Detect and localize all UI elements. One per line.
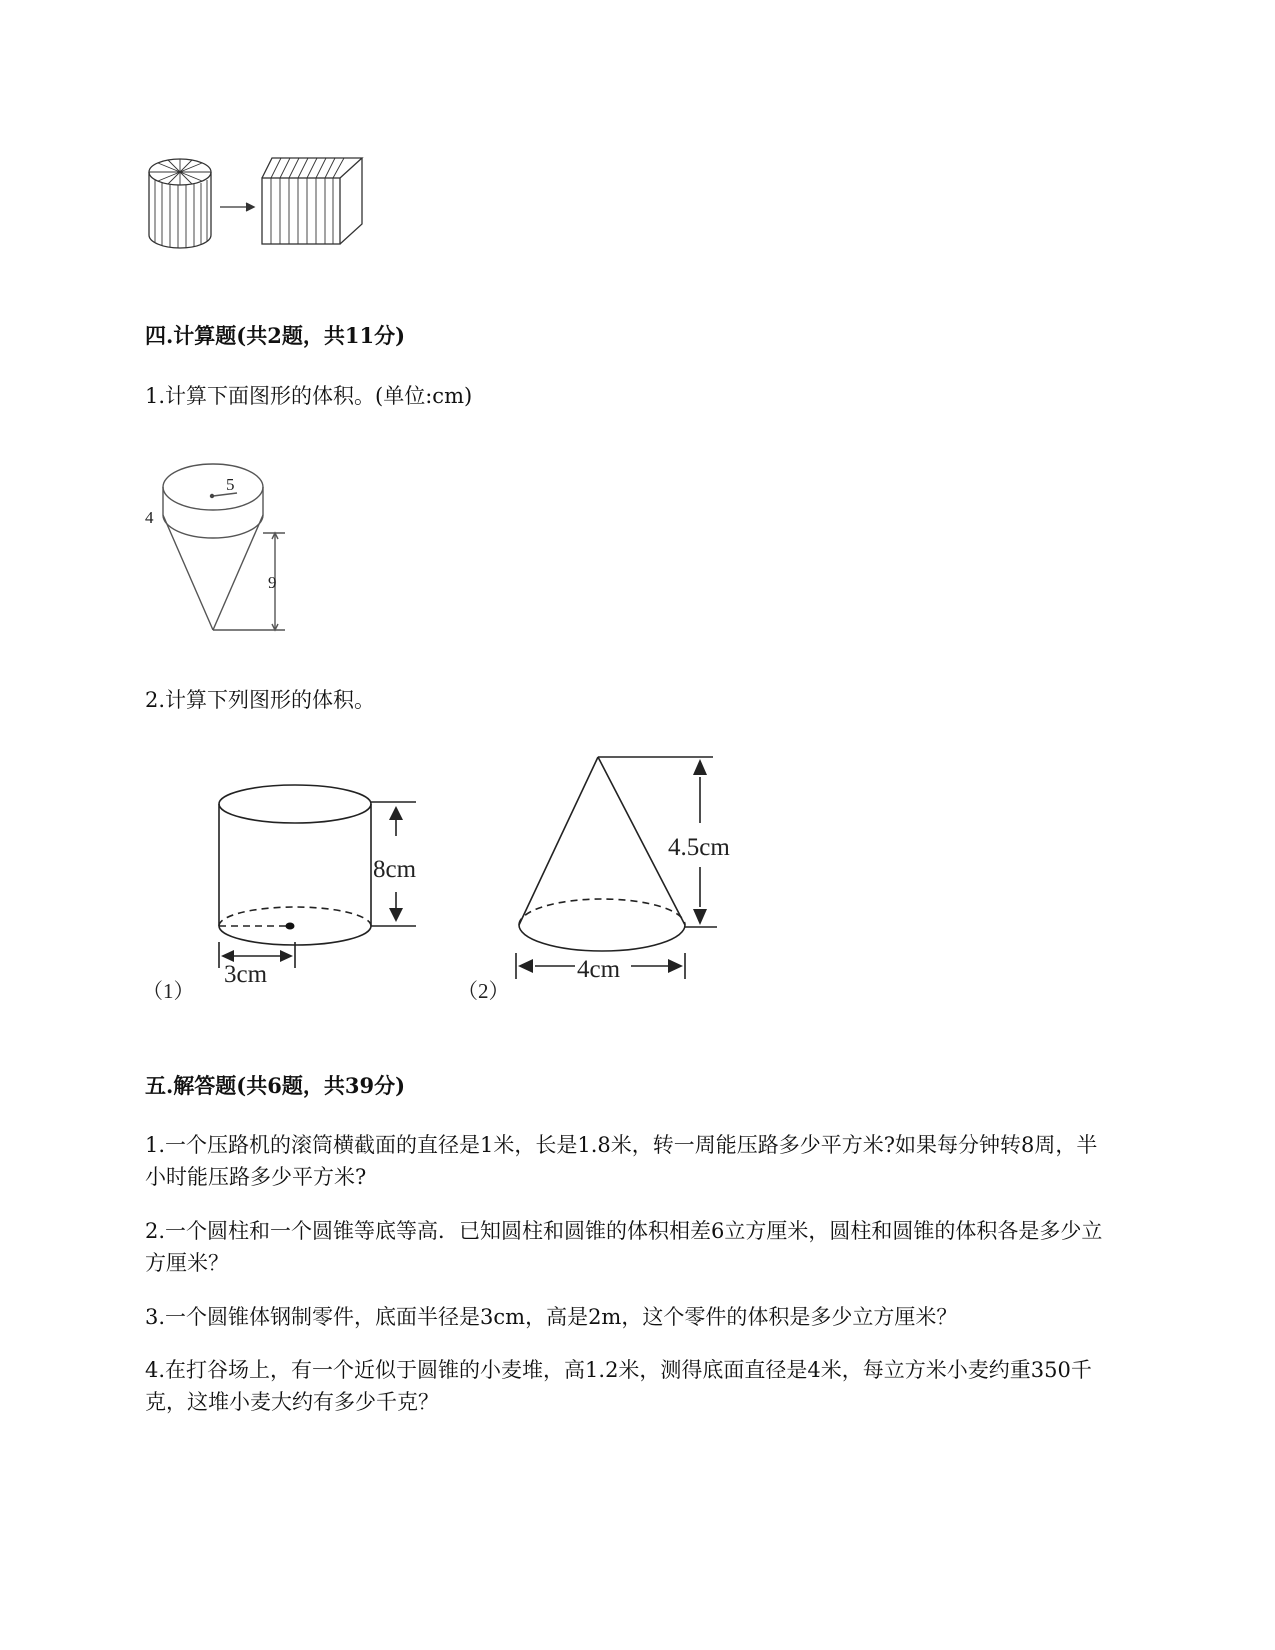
section4-heading: 四.计算题(共2题，共11分)	[145, 323, 406, 348]
cylinder-figure	[140, 770, 440, 1010]
fig1-radius-label: 5	[226, 475, 235, 494]
fig2-cyl-radius-label: 3cm	[224, 961, 268, 988]
section5-heading: 五.解答题(共6题，共39分)	[145, 1073, 406, 1098]
fig2-cone-height-label: 4.5cm	[668, 834, 730, 861]
question-5-2: 2.一个圆柱和一个圆锥等底等高．已知圆柱和圆锥的体积相差6立方厘米，圆柱和圆锥的体积各是多少立方厘米？	[145, 1219, 1103, 1275]
fig1-cyl-height-label: 4	[145, 508, 154, 527]
question-5-1: 1.一个压路机的滚筒横截面的直径是1米，长是1.8米，转一周能压路多少平方米?如果每分钟转8周，半小时能压路多少平方米?	[145, 1133, 1098, 1189]
question-4-2: 2.计算下列图形的体积。	[145, 688, 376, 712]
question-5-4: 4.在打谷场上，有一个近似于圆锥的小麦堆，高1.2米，测得底面直径是4米，每立方米小麦约重350千克，这堆小麦大约有多少千克？	[145, 1358, 1092, 1414]
cylinder-to-cuboid-figure	[140, 150, 380, 260]
question-5-3: 3.一个圆锥体钢制零件，底面半径是3cm，高是2m，这个零件的体积是多少立方厘米？	[145, 1305, 958, 1329]
fig2-label-2: （2）	[457, 979, 510, 1003]
fig2-label-1: （1）	[142, 979, 195, 1003]
fig1-cone-height-label: 9	[268, 573, 277, 592]
fig2-cyl-height-label: 8cm	[373, 856, 417, 883]
cone-figure	[455, 745, 775, 1010]
cylinder-cone-figure	[135, 455, 305, 640]
question-4-1: 1.计算下面图形的体积。(单位:cm)	[145, 384, 473, 408]
fig2-cone-diameter-label: 4cm	[577, 956, 621, 983]
